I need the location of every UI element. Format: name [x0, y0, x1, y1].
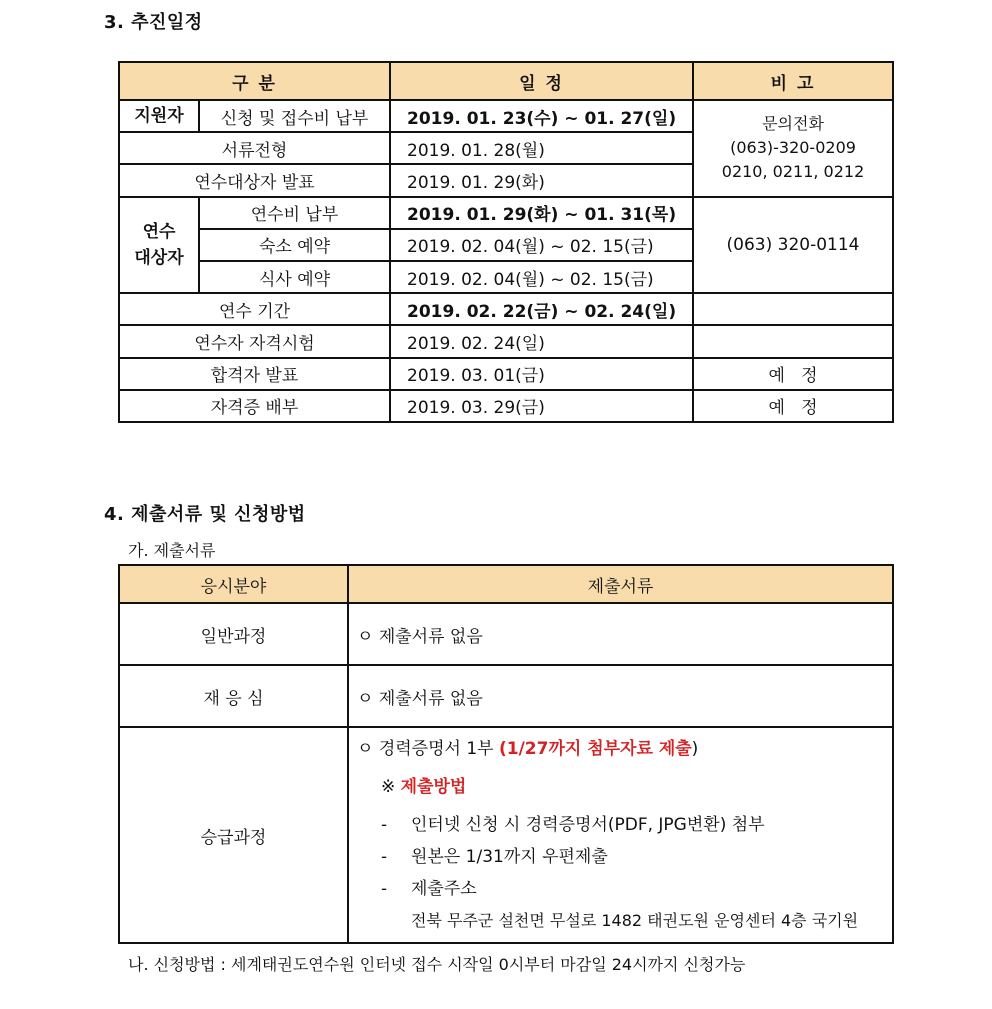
- contact-phone2: 0210, 0211, 0212: [721, 162, 865, 182]
- row-date: 2019. 02. 22(금) ~ 02. 24(일): [390, 293, 693, 325]
- table-row: [119, 665, 893, 727]
- row-date: 2019. 03. 29(금): [390, 390, 693, 422]
- docs-header-row: [119, 565, 893, 603]
- dash-bullet: -: [381, 879, 388, 899]
- reference-mark-icon: ※: [381, 777, 401, 797]
- section4-sub-a: 가. 제출서류: [128, 541, 216, 560]
- row-date: 2019. 02. 24(일): [390, 325, 693, 357]
- step-text: 인터넷 신청 시 경력증명서(PDF, JPG변환) 첨부: [411, 815, 765, 835]
- group-applicant: 지원자: [119, 100, 199, 132]
- row-note-empty: [693, 325, 893, 357]
- row-date: 2019. 01. 29(화): [390, 164, 693, 196]
- step-text: 원본은 1/31까지 우편제출: [411, 847, 608, 867]
- contact-label: 문의전화: [762, 114, 824, 134]
- row-date: 2019. 01. 28(월): [390, 132, 693, 164]
- row-item: 연수비 납부: [199, 197, 390, 229]
- schedule-table: [118, 61, 894, 423]
- doc-deadline-paren: ): [691, 739, 699, 759]
- row-note: 예 정: [693, 390, 893, 422]
- row-item: 신청 및 접수비 납부: [199, 100, 390, 132]
- application-method: 나. 신청방법 : 세계태권도연수원 인터넷 접수 시작일 0시부터 마감일 24시까지 신청가능: [128, 955, 746, 974]
- method-step: [357, 841, 892, 873]
- row-item: 자격증 배부: [119, 390, 390, 422]
- doc-main-text: ㅇ 경력증명서 1부: [357, 739, 499, 759]
- table-row: [119, 197, 893, 229]
- group-trainee: 연수 대상자: [119, 197, 199, 294]
- address-text: 전북 무주군 설천면 무설로 1482 태권도원 운영센터 4층 국기원: [411, 911, 859, 930]
- row-date: 2019. 03. 01(금): [390, 358, 693, 390]
- table-row: [119, 358, 893, 390]
- row-date: 2019. 01. 29(화) ~ 01. 31(목): [390, 197, 693, 229]
- note-contact: [693, 100, 893, 197]
- row-note: 예 정: [693, 358, 893, 390]
- contact-phone1: (063)-320-0209: [730, 138, 856, 158]
- note-phone: (063) 320-0114: [693, 197, 893, 294]
- row-item: 합격자 발표: [119, 358, 390, 390]
- doc-main-line: [357, 733, 892, 765]
- field-general: 일반과정: [119, 603, 348, 665]
- header-field: 응시분야: [119, 565, 348, 603]
- dash-bullet: -: [381, 847, 388, 867]
- schedule-header-row: [119, 62, 893, 100]
- header-category: 구 분: [119, 62, 390, 100]
- row-item: 서류전형: [119, 132, 390, 164]
- documents-table: [118, 564, 894, 944]
- field-retest: 재 응 심: [119, 665, 348, 727]
- row-date: 2019. 01. 23(수) ~ 01. 27(일): [390, 100, 693, 132]
- row-item: 연수대상자 발표: [119, 164, 390, 196]
- row-note-empty: [693, 293, 893, 325]
- step-text: 제출주소: [411, 879, 477, 899]
- doc-deadline-note: (1/27까지 첨부자료 제출: [498, 739, 692, 759]
- section4-title: 4. 제출서류 및 신청방법: [104, 504, 306, 525]
- method-line: [357, 765, 892, 809]
- method-step: [357, 809, 892, 841]
- dash-bullet: -: [381, 815, 388, 835]
- row-item: 식사 예약: [199, 261, 390, 293]
- header-docs: 제출서류: [348, 565, 893, 603]
- table-row: [119, 727, 893, 943]
- header-date: 일 정: [390, 62, 693, 100]
- row-item: 연수 기간: [119, 293, 390, 325]
- doc-promotion: [348, 727, 893, 943]
- table-row: [119, 293, 893, 325]
- doc-retest: ㅇ 제출서류 없음: [348, 665, 893, 727]
- method-label: 제출방법: [400, 777, 467, 797]
- table-row: [119, 603, 893, 665]
- section3-title: 3. 추진일정: [104, 12, 203, 33]
- method-step: [357, 873, 892, 905]
- field-promotion: 승급과정: [119, 727, 348, 943]
- row-date: 2019. 02. 04(월) ~ 02. 15(금): [390, 261, 693, 293]
- row-item: 연수자 자격시험: [119, 325, 390, 357]
- doc-general: ㅇ 제출서류 없음: [348, 603, 893, 665]
- row-date: 2019. 02. 04(월) ~ 02. 15(금): [390, 229, 693, 261]
- header-note: 비 고: [693, 62, 893, 100]
- table-row: [119, 325, 893, 357]
- table-row: [119, 390, 893, 422]
- row-item: 숙소 예약: [199, 229, 390, 261]
- table-row: [119, 100, 893, 132]
